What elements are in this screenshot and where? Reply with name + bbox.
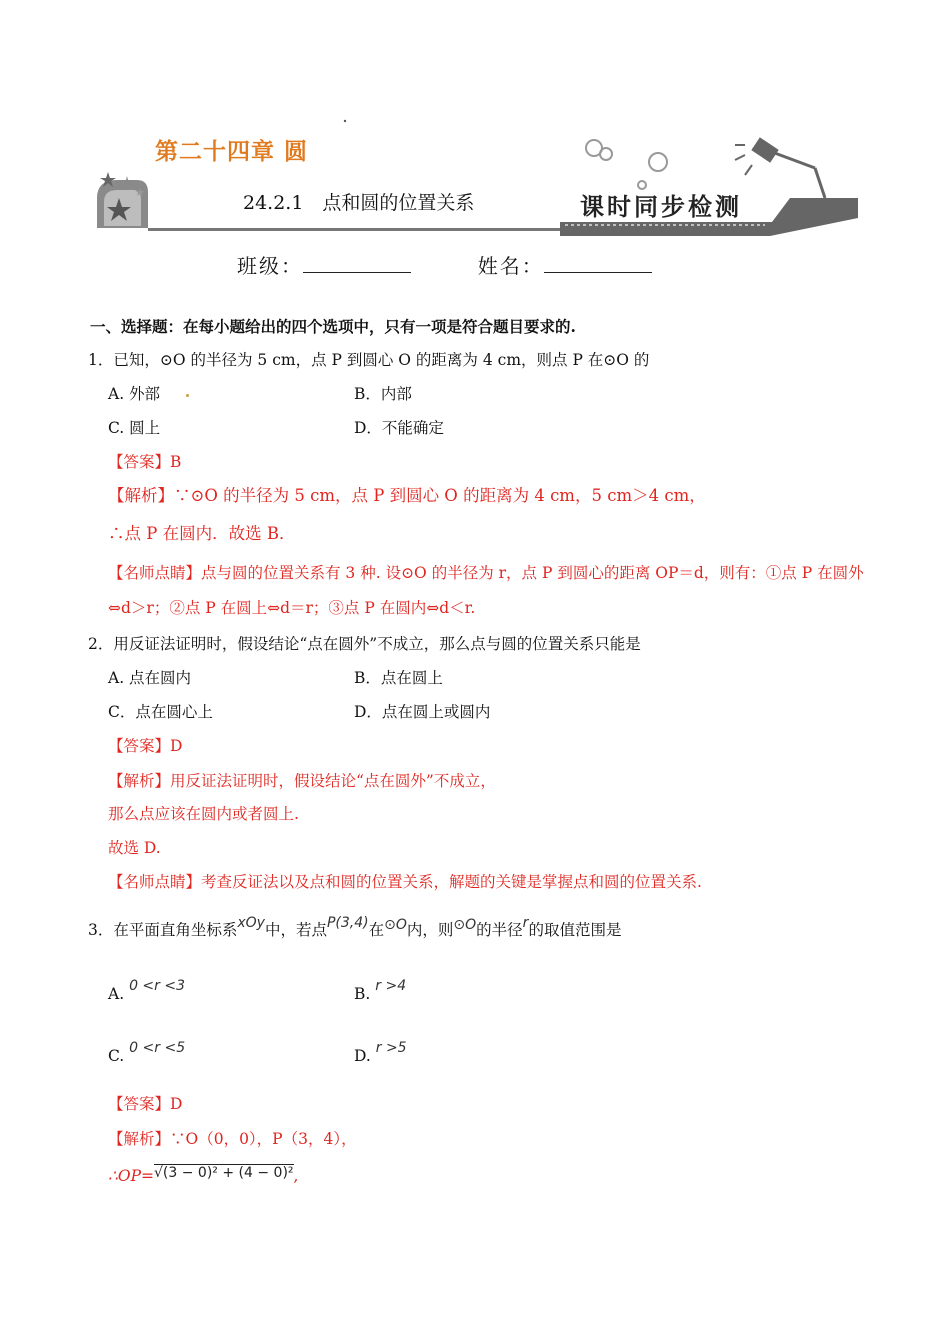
q2-option-c: C．点在圆心上 bbox=[108, 703, 213, 721]
math-xoy: xOy bbox=[237, 915, 265, 931]
q3-option-b-label: B. bbox=[354, 985, 371, 1003]
q3-option-a bbox=[108, 978, 185, 1005]
star-badge-icon bbox=[97, 172, 148, 228]
q3-stem-part-a: 3．在平面直角坐标系 bbox=[88, 921, 238, 939]
bubbles-icon bbox=[586, 140, 667, 189]
header-decoration bbox=[0, 0, 950, 240]
q3-analysis-2-suffix: , bbox=[293, 1167, 299, 1185]
q2-analysis-3: 故选 D. bbox=[108, 839, 161, 857]
q3-option-c-label: C. bbox=[108, 1047, 125, 1065]
q2-option-d: D．点在圆上或圆内 bbox=[354, 703, 491, 721]
q1-option-d: D．不能确定 bbox=[354, 419, 444, 437]
q2-analysis-1: 【解析】用反证法证明时，假设结论“点在圆外”不成立， bbox=[108, 772, 496, 790]
q3-option-b-math: r >4 bbox=[375, 978, 407, 994]
section-title: 24.2.1 点和圆的位置关系 bbox=[243, 192, 475, 214]
q1-stem: 1．已知，⊙O 的半径为 5 cm，点 P 到圆心 O 的距离为 4 cm，则点 P 在⊙O 的 bbox=[88, 351, 650, 369]
q3-option-a-math: 0 <r <3 bbox=[129, 978, 185, 994]
q2-option-a: A. 点在圆内 bbox=[108, 669, 192, 687]
q2-tip: 【名师点睛】考查反证法以及点和圆的位置关系，解题的关键是掌握点和圆的位置关系. bbox=[108, 873, 702, 891]
q3-stem bbox=[88, 915, 622, 941]
math-circle-o-1: ⊙O bbox=[384, 917, 407, 933]
class-field[interactable] bbox=[303, 254, 411, 273]
q1-option-b: B．内部 bbox=[354, 385, 412, 403]
q3-stem-part-c: 在 bbox=[368, 921, 385, 939]
q1-tip-2: ⇔d＞r；②点 P 在圆上⇔d＝r；③点 P 在圆内⇔d＜r. bbox=[108, 599, 476, 617]
right-title: 课时同步检测 bbox=[580, 193, 742, 221]
desk-lamp-icon bbox=[735, 138, 825, 198]
q3-option-d-math: r >5 bbox=[375, 1040, 407, 1056]
q3-option-b bbox=[354, 978, 407, 1005]
q3-option-d bbox=[354, 1040, 407, 1067]
class-name-row bbox=[237, 250, 652, 279]
class-label: 班级： bbox=[237, 254, 303, 278]
name-label: 姓名： bbox=[477, 254, 544, 278]
q1-analysis-2: ∴点 P 在圆内．故选 B． bbox=[108, 524, 296, 543]
q3-option-c bbox=[108, 1040, 186, 1067]
math-circle-o-2: ⊙O bbox=[453, 917, 477, 933]
q1-answer: 【答案】B bbox=[108, 453, 182, 471]
q1-option-a: A. 外部 bbox=[108, 385, 161, 403]
stray-dot bbox=[186, 394, 189, 397]
q2-answer: 【答案】D bbox=[108, 737, 183, 755]
header-banner bbox=[0, 0, 950, 240]
q3-option-d-label: D. bbox=[354, 1047, 371, 1065]
q3-stem-part-e: 的半径 bbox=[476, 921, 523, 939]
q3-stem-part-f: 的取值范围是 bbox=[528, 921, 622, 939]
q2-analysis-2: 那么点应该在圆内或者圆上. bbox=[108, 805, 299, 823]
q3-option-a-label: A. bbox=[108, 985, 125, 1003]
q3-stem-part-b: 中，若点 bbox=[264, 921, 327, 939]
q3-option-c-math: 0 <r <5 bbox=[129, 1040, 186, 1056]
q3-answer: 【答案】D bbox=[108, 1095, 183, 1113]
name-field[interactable] bbox=[544, 254, 652, 273]
q3-analysis-1: 【解析】∵O（0，0），P（3，4）， bbox=[108, 1130, 357, 1148]
q3-analysis-2 bbox=[108, 1166, 298, 1187]
q2-stem: 2．用反证法证明时，假设结论“点在圆外”不成立，那么点与圆的位置关系只能是 bbox=[88, 635, 641, 653]
q1-tip-1: 【名师点睛】点与圆的位置关系有 3 种. 设⊙O 的半径为 r，点 P 到圆心的距离 OP＝d，则有：①点 P 在圆外 bbox=[108, 564, 864, 582]
chapter-title: 第二十四章 圆 bbox=[155, 138, 309, 165]
q3-sqrt-expression: √(3 − 0)² + (4 − 0)² bbox=[154, 1165, 294, 1181]
section-heading: 一、选择题：在每小题给出的四个选项中，只有一项是符合题目要求的. bbox=[90, 317, 576, 336]
math-point-p: P(3,4) bbox=[326, 915, 369, 931]
math-r: r bbox=[522, 915, 529, 931]
q2-option-b: B．点在圆上 bbox=[354, 669, 443, 687]
q1-option-c: C. 圆上 bbox=[108, 419, 161, 437]
q3-analysis-2-prefix: ∴OP= bbox=[108, 1167, 154, 1185]
q1-analysis-1: 【解析】∵⊙O 的半径为 5 cm，点 P 到圆心 O 的距离为 4 cm，5 cm＞4 cm， bbox=[108, 486, 706, 505]
q3-stem-part-d: 内，则 bbox=[406, 921, 454, 939]
